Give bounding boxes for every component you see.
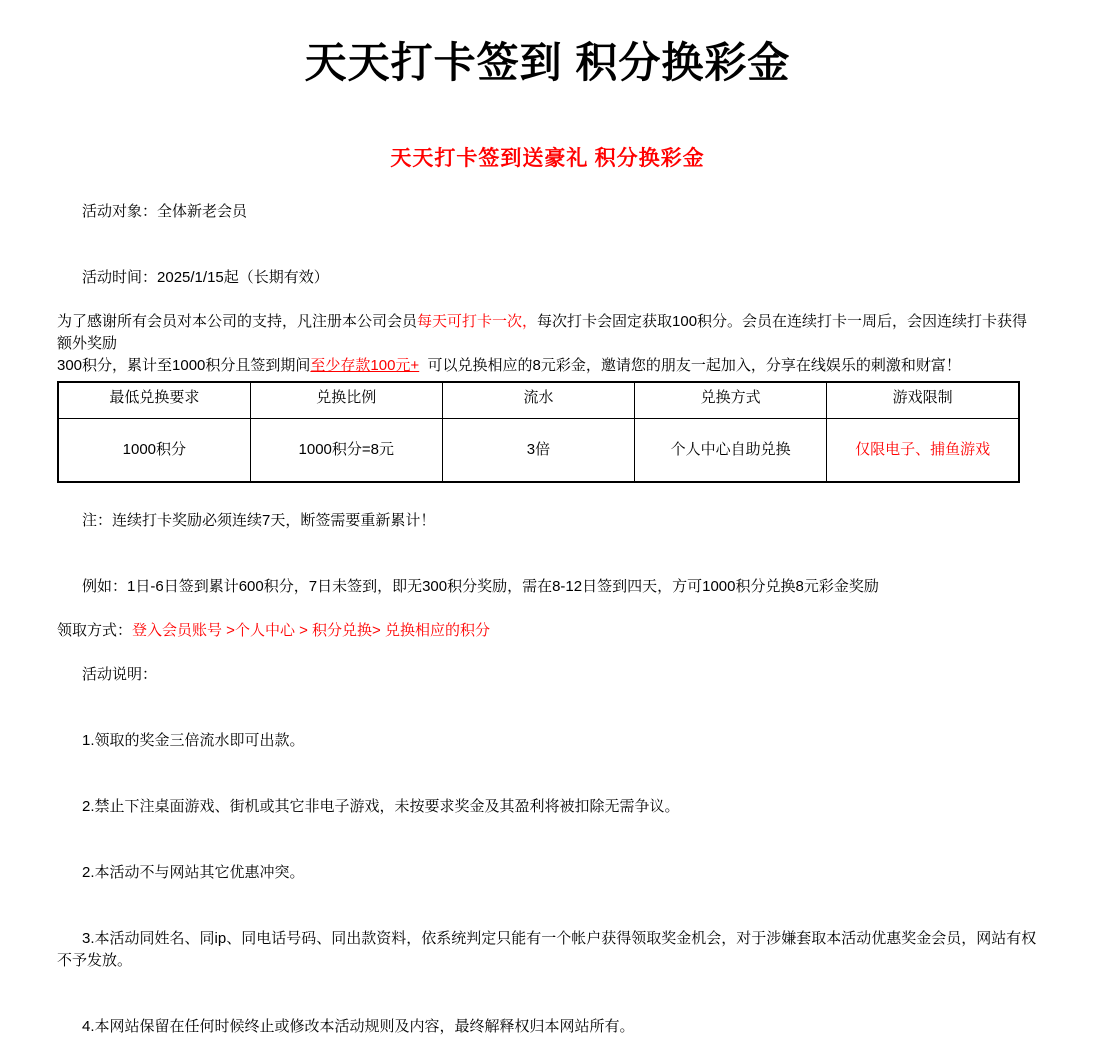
cell-game-limit: 仅限电子、捕鱼游戏 <box>827 418 1019 482</box>
redeem-table-head <box>58 382 1019 418</box>
table-row <box>58 418 1019 482</box>
rule-item-2 <box>57 774 1040 840</box>
rule-item-1-text: 1.领取的奖金三倍流水即可出款。 <box>82 732 305 749</box>
header-min-requirement: 最低兑换要求 <box>58 382 250 418</box>
bonus-text-after: 可以兑换相应的8元彩金，邀请您的朋友一起加入，分享在线娱乐的刺激和财富！ <box>419 357 961 374</box>
note-consecutive <box>57 488 1040 554</box>
description-title-text: 活动说明： <box>82 666 158 683</box>
promo-content <box>57 179 1040 1060</box>
header-turnover: 流水 <box>442 382 634 418</box>
rule-item-4 <box>57 906 1040 994</box>
redeem-table-body <box>58 418 1019 482</box>
rule-item-5-text: 4.本网站保留在任何时候终止或修改本活动规则及内容，最终解释权归本网站所有。 <box>82 1018 635 1035</box>
intro-text-after: 每次打卡会固定获取100积分。会员在连续打卡一周后，会因连续打卡获得额外奖励 <box>57 313 1028 352</box>
note-example-text: 例如：1日-6日签到累计600积分，7日未签到，即无300积分奖励，需在8-12日签到四天，方可1000积分兑换8元彩金奖励 <box>82 578 879 595</box>
note-example <box>57 554 1040 620</box>
cell-exchange-ratio: 1000积分=8元 <box>250 418 442 482</box>
page-title: 天天打卡签到 积分换彩金 <box>304 39 791 86</box>
intro-text-before: 为了感谢所有会员对本公司的支持，凡注册本公司会员 <box>57 313 418 330</box>
note-consecutive-text: 注：连续打卡奖励必须连续7天，断签需要重新累计！ <box>82 512 436 529</box>
claim-method-steps: 登入会员账号 >个人中心 > 积分兑换> 兑换相应的积分 <box>132 622 490 639</box>
min-deposit-highlight: 至少存款100元+ <box>310 357 420 374</box>
rule-item-3-text: 2.本活动不与网站其它优惠冲突。 <box>82 864 305 881</box>
claim-method-line <box>57 620 1040 642</box>
bonus-text-before: 300积分，累计至1000积分且签到期间 <box>57 357 311 374</box>
header-exchange-method: 兑换方式 <box>635 382 827 418</box>
redeem-table <box>57 381 1020 483</box>
cell-turnover: 3倍 <box>442 418 634 482</box>
intro-paragraph-1 <box>57 311 1040 355</box>
activity-target-text: 活动对象：全体新老会员 <box>82 203 248 220</box>
rule-item-4-text: 3.本活动同姓名、同ip、同电话号码、同出款资料，依系统判定只能有一个帐户获得领取奖金机会，对于涉嫌套取本活动优惠奖金会员，网站有权不予发放。 <box>57 930 1037 969</box>
rule-item-1 <box>57 708 1040 774</box>
activity-time-line <box>57 245 1040 311</box>
cell-exchange-method: 个人中心自助兑换 <box>635 418 827 482</box>
table-header-row <box>58 382 1019 418</box>
description-title <box>57 642 1040 708</box>
daily-checkin-highlight: 每天可打卡一次， <box>417 313 538 330</box>
rule-item-5 <box>57 994 1040 1060</box>
activity-time-text: 活动时间：2025/1/15起（长期有效） <box>82 269 329 286</box>
promo-subtitle: 天天打卡签到送豪礼 积分换彩金 <box>390 146 705 170</box>
intro-paragraph-2 <box>57 355 1040 377</box>
cell-min-requirement: 1000积分 <box>58 418 250 482</box>
rule-item-2-text: 2.禁止下注桌面游戏、街机或其它非电子游戏，未按要求奖金及其盈利将被扣除无需争议。 <box>82 798 680 815</box>
rule-item-3 <box>57 840 1040 906</box>
claim-method-label: 领取方式： <box>57 622 133 639</box>
header-game-limit: 游戏限制 <box>827 382 1019 418</box>
header-exchange-ratio: 兑换比例 <box>250 382 442 418</box>
activity-target-line <box>57 179 1040 245</box>
